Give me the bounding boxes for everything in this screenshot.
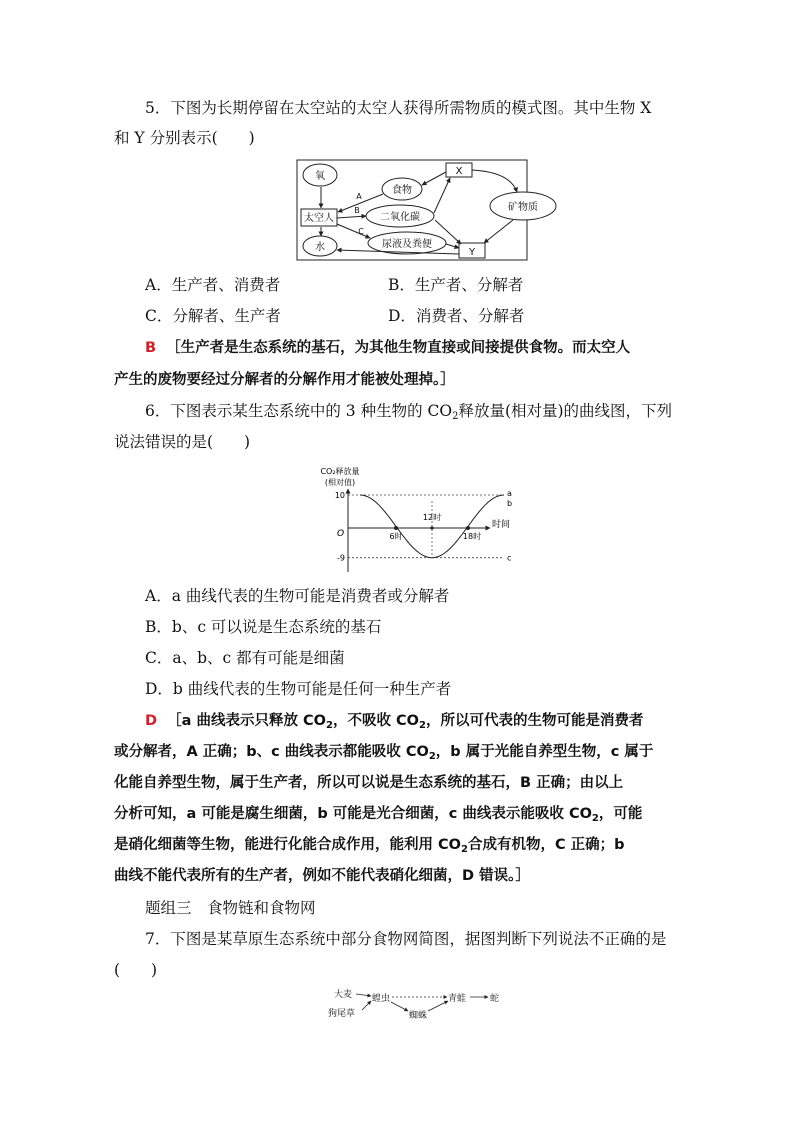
x-tick-12: 12时 [422,513,442,522]
astronaut-label: 太空人 [304,213,334,224]
frog-label: 青蛙 [448,994,467,1004]
q6-explanation-line-5: 是硝化细菌等生物，能进行化能合成作用，能利用 $CO_2$合成有机物，C 正确；b [114,837,625,855]
q6-explanation-line-3: 化能自养型生物，属于生产者，所以可以说是生态系统的基石，B 正确；由以上 [114,775,624,791]
q5-diagram [295,158,570,263]
barley-label: 大麦 [334,990,353,1000]
q5-explanation-line-2: 产生的废物要经过分解者的分解作用才能被处理掉。］ [114,372,455,388]
q6-explanation-line-6: 曲线不能代表所有的生产者，例如不能代表硝化细菌，D 错误。］ [114,868,530,884]
q5-explanation-text-1: ［生产者是生态系统的基石，为其他生物直接或间接提供食物。而太空人 [166,340,631,356]
y-label: Y [468,247,476,258]
co2-label: 二氧化碳 [380,212,420,223]
series-c-label: c [507,553,512,563]
x-tick-6: 6时 [389,532,403,541]
arrow-label-b: B [354,206,360,215]
arrow-label-a: A [356,192,362,201]
foxtail-label: 狗尾草 [328,1009,356,1019]
origin-label: O [337,529,345,539]
water-label: 水 [315,242,325,253]
q5-stem-line-2: 和 Y 分别表示( ) [114,129,255,147]
q6-stem-line-1: 6．下图表示某生态系统中的 3 种生物的 $CO_2$释放量(相对量)的曲线图，下列 [145,402,673,422]
snake-label: 蛇 [490,994,500,1004]
series-a-label: a [507,489,512,498]
food-label: 食物 [392,185,412,196]
q6-stem-line-2: 说法错误的是( ) [114,433,251,451]
q7-food-web [325,986,505,1026]
oxygen-label: 氧 [315,171,325,182]
spider-label: 蜘蛛 [409,1011,428,1021]
series-b-point-2 [466,526,470,530]
q6-explanation-line-1: D ［a 曲线表示只释放 $CO_2$，不吸收 $CO_2$，所以可代表的生物可能是消费者 [145,713,644,731]
q6-option-d: D．b 曲线代表的生物可能是任何一种生产者 [145,680,452,698]
q5-option-d: D．消费者、分解者 [388,307,525,325]
q6-option-b: B．b、c 可以说是生态系统的基石 [145,618,382,636]
minerals-label: 矿物质 [508,202,538,213]
series-b-point-1 [394,526,398,530]
q7-stem-line-2: ( ) [114,961,158,979]
q6-option-a: A．a 曲线代表的生物可能是消费者或分解者 [145,587,450,605]
x-tick-18: 18时 [462,532,482,541]
q6-explanation-line-2: 或分解者，A 正确；b、c 曲线表示都能吸收 $CO_2$，b 属于光能自养型生物，c 属于 [114,744,654,762]
locust-label: 蝗虫 [372,994,391,1004]
y-axis-unit: (相对值) [324,478,356,487]
q5-option-c: C．分解者、生产者 [145,307,281,325]
y-tick-10: 10 [334,491,345,500]
q5-option-a: A．生产者、消费者 [145,276,281,294]
q6-explanation-line-4: 分析可知，a 可能是腐生细菌，b 可能是光合细菌，c 曲线表示能吸收 $CO_2$，可能 [114,806,643,824]
y-axis-label: CO₂释放量 [320,467,360,476]
q6-option-c: C．a、b、c 都有可能是细菌 [145,649,345,667]
y-tick-neg9: -9 [337,553,345,563]
series-b-label: b [507,499,513,508]
group3-title: 题组三 食物链和食物网 [145,899,316,917]
waste-label: 尿液及粪便 [382,239,432,250]
q7-stem-line-1: 7．下图是某草原生态系统中部分食物网简图，据图判断下列说法不正确的是 [145,930,667,948]
q5-explanation-line-1 [145,338,715,358]
x-label: X [455,166,463,177]
q5-stem-line-1: 5．下图为长期停留在太空站的太空人获得所需物质的模式图。其中生物 X [145,99,652,117]
x-axis-label: 时间 [492,520,511,530]
q5-answer: B [145,340,157,356]
q6-chart [310,464,513,576]
arrow-label-c: C [358,227,364,236]
q5-option-b: B．生产者、分解者 [388,276,524,294]
q6-answer: D [145,713,158,729]
